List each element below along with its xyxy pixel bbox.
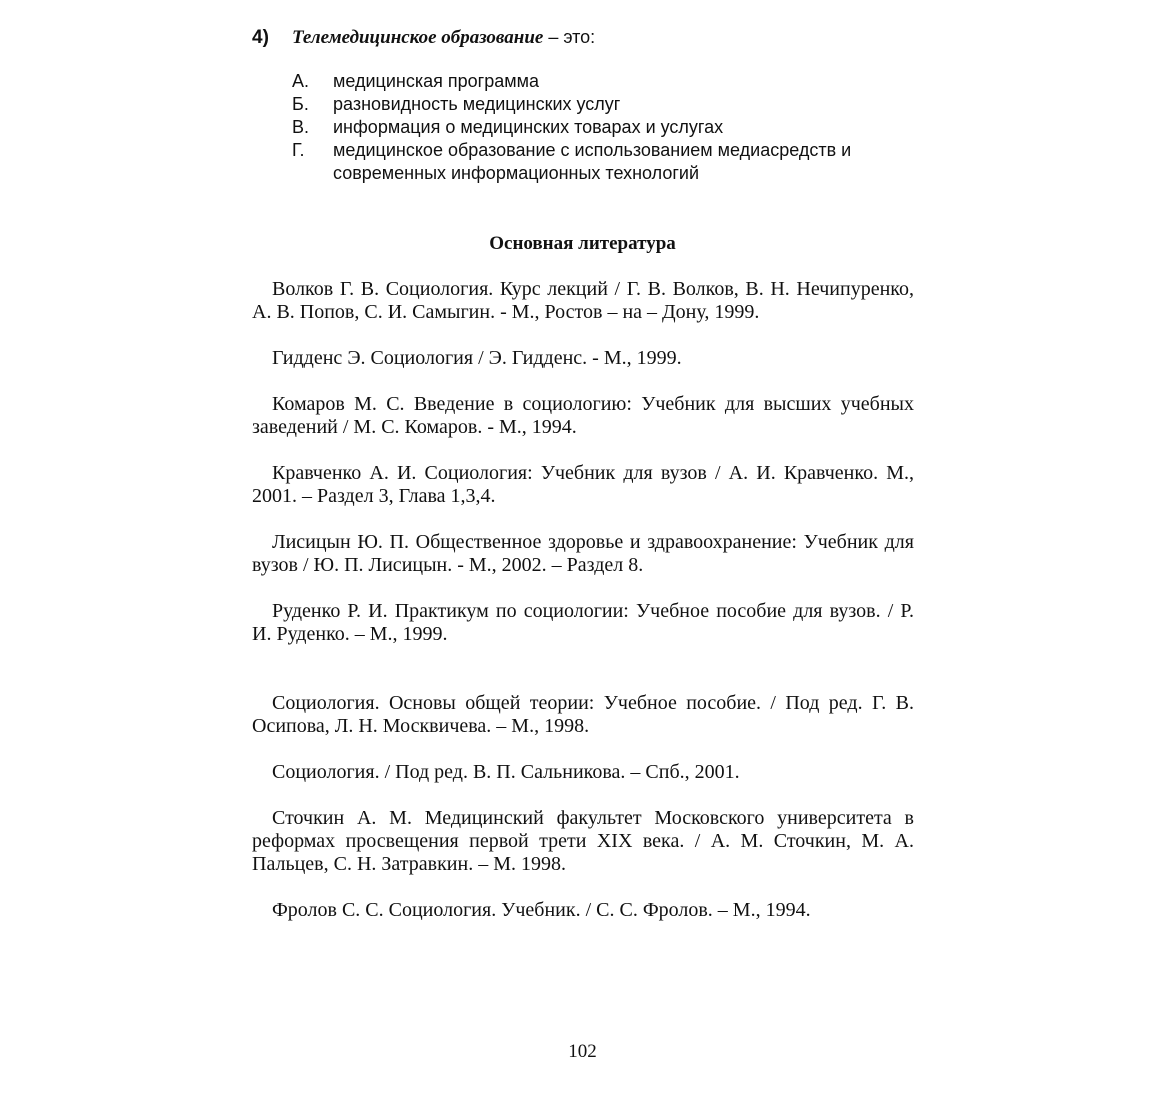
reference-item: Руденко Р. И. Практикум по социологии: Учебное пособие для вузов. / Р. И. Руденко. – М., 1999.	[252, 600, 914, 645]
answer-option	[292, 70, 932, 93]
reference-item: Лисицын Ю. П. Общественное здоровье и здравоохранение: Учебник для вузов / Ю. П. Лисицын. - М., 2002. – Раздел 8.	[252, 531, 914, 576]
answer-option	[292, 139, 932, 185]
reference-item: Сточкин А. М. Медицинский факультет Московского университета в реформах просвещения первой трети XIX века. / А. М. Сточкин, М. А. Пальцев, С. Н. Затравкин. – М. 1998.	[252, 807, 914, 875]
option-letter: В.	[292, 117, 310, 137]
option-letter: Г.	[292, 140, 305, 160]
reference-item: Социология. / Под ред. В. П. Сальникова. – Спб., 2001.	[272, 761, 740, 783]
question-heading	[252, 26, 595, 49]
option-letter: Б.	[292, 94, 309, 114]
reference-item: Кравченко А. И. Социология: Учебник для вузов / А. И. Кравченко. М., 2001. – Раздел 3, Глава 1,3,4.	[252, 462, 914, 507]
reference-item: Комаров М. С. Введение в социологию: Учебник для высших учебных заведений / М. С. Комаров. - М., 1994.	[252, 393, 914, 438]
answer-option	[292, 93, 932, 116]
answer-option	[292, 116, 932, 139]
section-title: Основная литература	[489, 233, 676, 254]
answer-options	[292, 70, 932, 185]
reference-item: Социология. Основы общей теории: Учебное пособие. / Под ред. Г. В. Осипова, Л. Н. Москвичева. – М., 1998.	[252, 692, 914, 737]
question-tail: – это:	[543, 27, 596, 47]
reference-item: Волков Г. В. Социология. Курс лекций / Г. В. Волков, В. Н. Нечипуренко, А. В. Попов, С. И. Самыгин. - М., Ростов – на – Дону, 1999.	[252, 278, 914, 323]
question-term: Телемедицинское образование	[292, 27, 544, 48]
reference-item: Фролов С. С. Социология. Учебник. / С. С. Фролов. – М., 1994.	[272, 899, 811, 921]
reference-item: Гидденс Э. Социология / Э. Гидденс. - М., 1999.	[272, 347, 682, 369]
page-number: 102	[568, 1041, 597, 1062]
option-text: разновидность медицинских услуг	[333, 94, 621, 114]
option-text: медицинская программа	[333, 71, 539, 91]
option-text: медицинское образование с использованием медиасредств и современных информационных технологий	[333, 140, 852, 183]
reference-list	[252, 278, 914, 922]
option-letter: А.	[292, 71, 310, 91]
question-number: 4)	[252, 27, 269, 48]
option-text: информация о медицинских товарах и услугах	[333, 117, 724, 137]
